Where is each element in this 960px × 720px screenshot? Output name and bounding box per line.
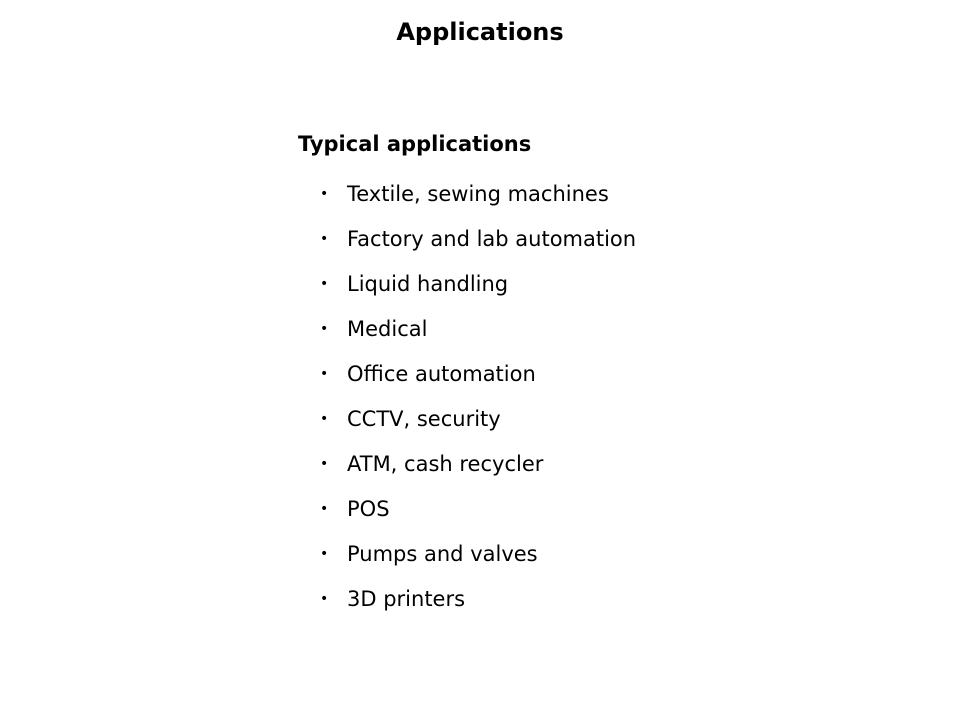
list-item-label: 3D printers [347,587,466,611]
list-item [298,397,858,442]
bullet-icon: • [320,186,329,202]
list-item-label: Liquid handling [347,272,509,296]
list-item [298,352,858,397]
bullet-icon: • [320,321,329,337]
slide-title: Applications [396,18,564,46]
list-item-label: Medical [347,317,428,341]
list-item-label: Office automation [347,362,536,386]
list-item-label: POS [347,497,390,521]
list-item [298,262,858,307]
bullet-icon: • [320,411,329,427]
applications-list [298,172,858,622]
list-item-label: Factory and lab automation [347,227,637,251]
list-item [298,532,858,577]
slide-content [298,128,858,622]
list-item [298,172,858,217]
bullet-icon: • [320,276,329,292]
list-item [298,307,858,352]
bullet-icon: • [320,501,329,517]
list-item-label: Pumps and valves [347,542,538,566]
list-item-label: ATM, cash recycler [347,452,544,476]
section-heading: Typical applications [298,132,532,156]
list-item [298,442,858,487]
list-item [298,487,858,532]
list-item [298,577,858,622]
bullet-icon: • [320,546,329,562]
bullet-icon: • [320,366,329,382]
list-item [298,217,858,262]
bullet-icon: • [320,456,329,472]
list-item-label: CCTV, security [347,407,501,431]
bullet-icon: • [320,231,329,247]
list-item-label: Textile, sewing machines [347,182,609,206]
bullet-icon: • [320,591,329,607]
